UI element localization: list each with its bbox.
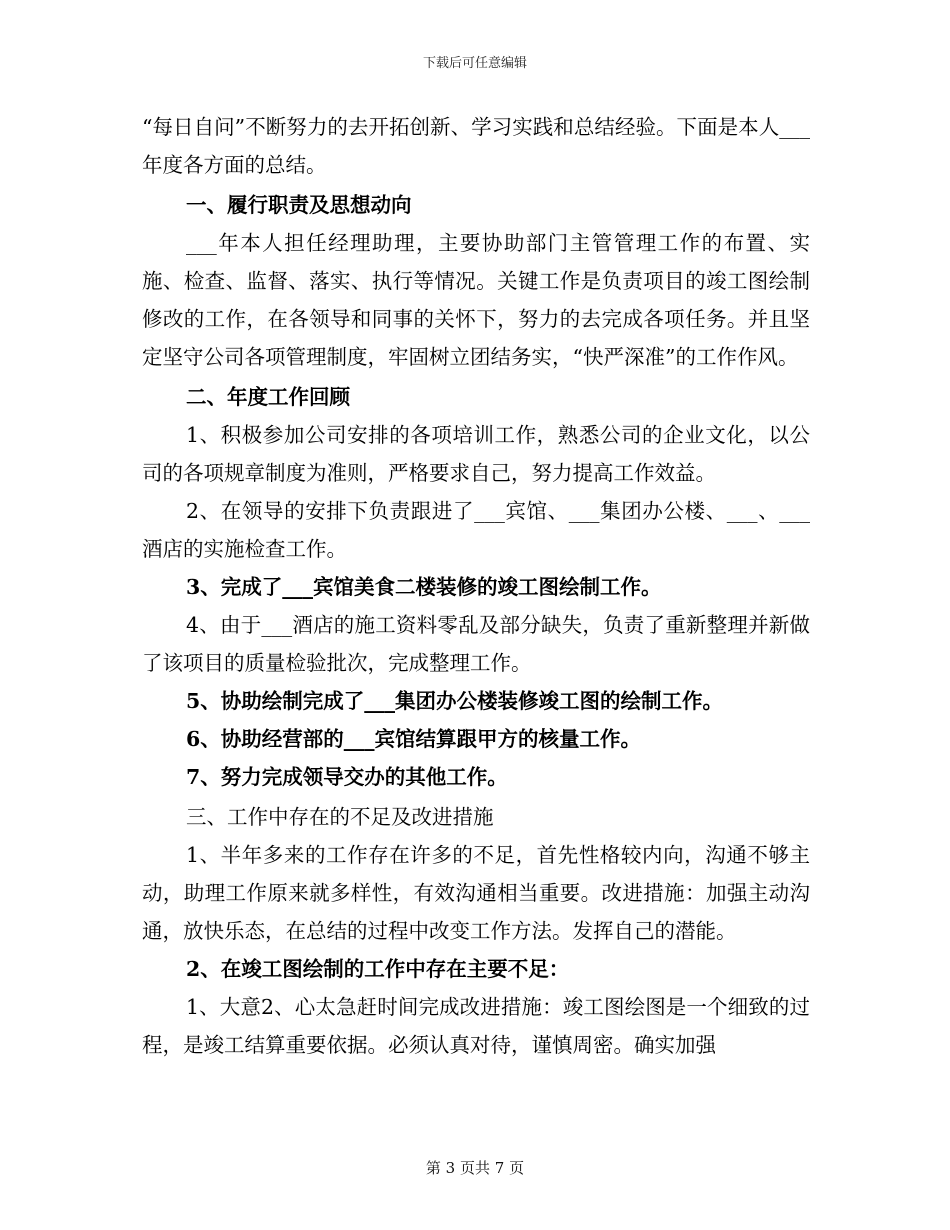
review-item-6: 6、协助经营部的___宾馆结算跟甲方的核量工作。 (186, 727, 642, 751)
page-header: 下载后可任意编辑 (422, 56, 527, 71)
paragraph-duties: ___年本人担任经理助理，主要协助部门主管管理工作的布置、实施、检查、监督、落实、执行等情况。关键工作是负责项目的竣工图绘制修改的工作，在各领导和同事的关怀下，努力的去完成各项任务。并且坚定坚守公司各项管理制度，牢固树立团结务实，“快严深准”的工作作风。 (142, 231, 810, 369)
shortcoming-item-2: 2、在竣工图绘制的工作中存在主要不足： (186, 957, 570, 981)
section-heading-1: 一、履行职责及思想动向 (186, 193, 412, 217)
review-item-1: 1、积极参加公司安排的各项培训工作，熟悉公司的企业文化，以公司的各项规章制度为准则，严格要求自己，努力提高工作效益。 (142, 423, 810, 485)
review-item-5: 5、协助绘制完成了___集团办公楼装修竣工图的绘制工作。 (186, 689, 724, 713)
review-item-7: 7、努力完成领导交办的其他工作。 (186, 765, 508, 789)
section-heading-3: 三、工作中存在的不足及改进措施 (186, 805, 494, 829)
document-body (142, 108, 810, 1064)
shortcoming-item-1: 1、半年多来的工作存在许多的不足，首先性格较内向，沟通不够主动，助理工作原来就多样性，有效沟通相当重要。改进措施：加强主动沟通，放快乐态，在总结的过程中改变工作方法。发挥自己的潜能。 (142, 843, 810, 943)
page-footer: 第 3 页共 7 页 (425, 1159, 525, 1177)
paragraph-intro: “每日自问”不断努力的去开拓创新、学习实践和总结经验。下面是本人___年度各方面的总结。 (142, 115, 810, 177)
shortcoming-detail: 1、大意2、心太急赶时间完成改进措施：竣工图绘图是一个细致的过程，是竣工结算重要依据。必须认真对待，谨慎周密。确实加强 (142, 995, 810, 1057)
review-item-4: 4、由于___酒店的施工资料零乱及部分缺失，负责了重新整理并新做了该项目的质量检验批次，完成整理工作。 (142, 613, 810, 675)
review-item-3: 3、完成了___宾馆美食二楼装修的竣工图绘制工作。 (186, 575, 662, 599)
section-heading-2: 二、年度工作回顾 (186, 385, 350, 409)
review-item-2: 2、在领导的安排下负责跟进了___宾馆、___集团办公楼、___、___酒店的实施检查工作。 (142, 499, 810, 561)
